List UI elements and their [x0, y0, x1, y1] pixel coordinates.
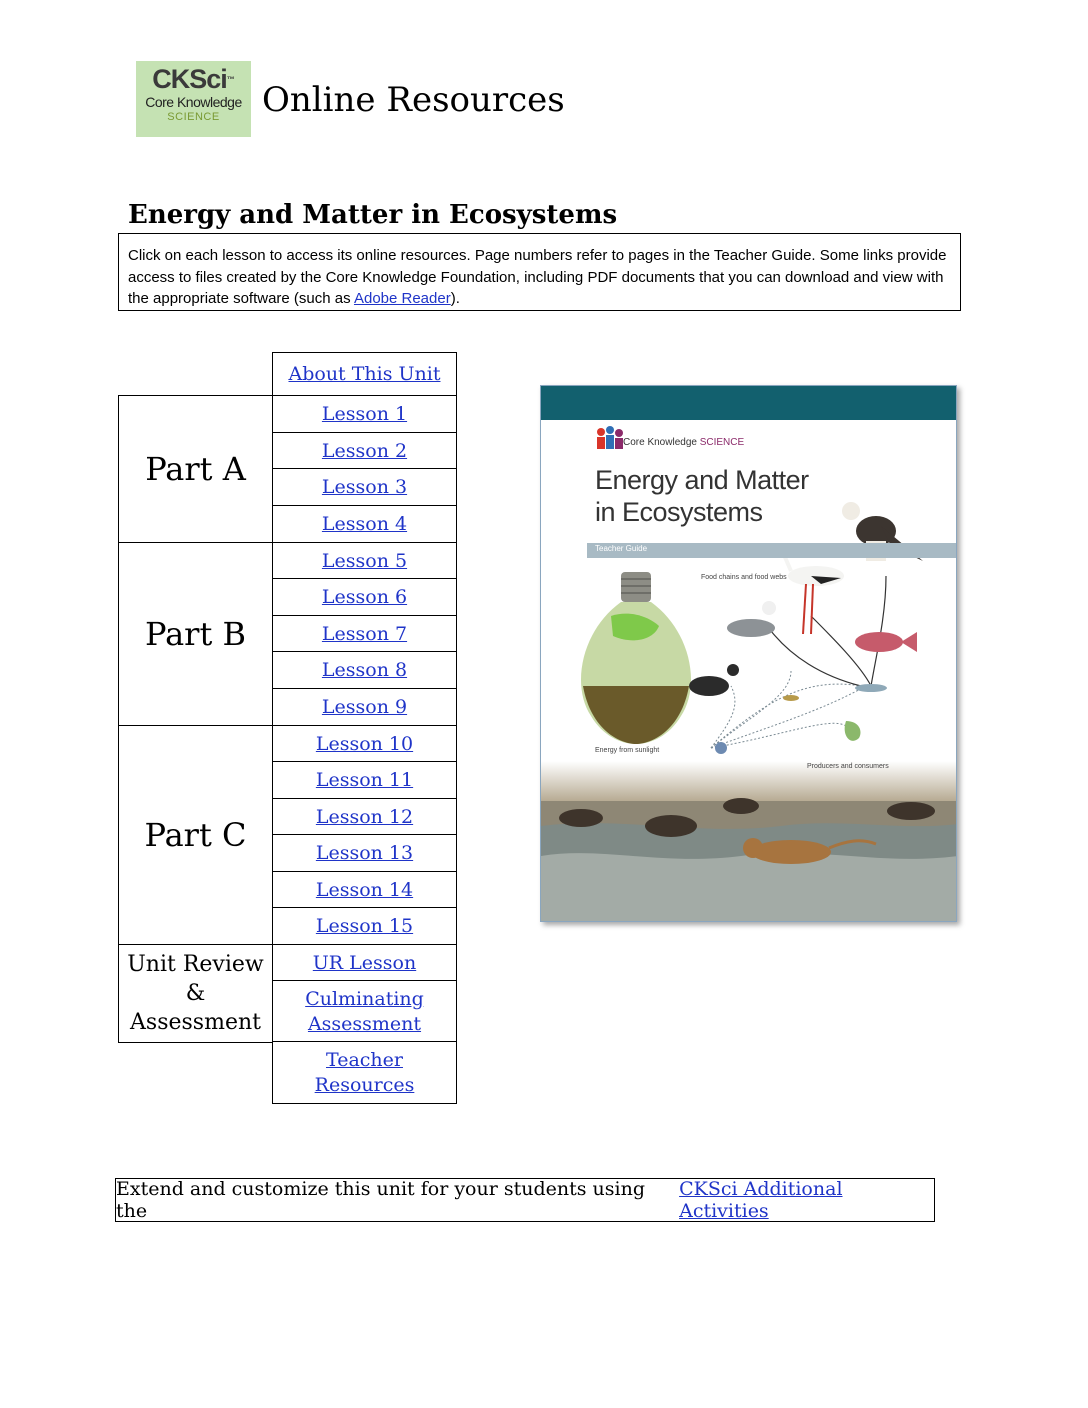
logo-line3: SCIENCE	[167, 111, 220, 123]
lesson-cell	[272, 395, 457, 433]
teacher-resources-link[interactable]: Teacher Resources	[314, 1048, 415, 1096]
lesson-cell	[272, 688, 457, 726]
ur-lesson-link[interactable]: UR Lesson	[312, 951, 417, 974]
logo-brand: CKSci™	[152, 64, 235, 94]
cover-caption-producers: Producers and consumers	[807, 763, 889, 770]
blackbird-icon	[689, 664, 739, 696]
lesson-11-link[interactable]: Lesson 11	[315, 769, 414, 791]
adobe-reader-link[interactable]: Adobe Reader	[353, 290, 451, 307]
lesson-15-link[interactable]: Lesson 15	[315, 915, 414, 937]
lesson-cell	[272, 505, 457, 543]
cover-caption-sun: Energy from sunlight	[595, 747, 660, 754]
review-line2: &	[185, 981, 206, 1006]
lesson-cell	[272, 761, 457, 799]
lesson-10-link[interactable]: Lesson 10	[315, 732, 414, 755]
part-c-label: Part C	[144, 816, 247, 854]
lesson-14-link[interactable]: Lesson 14	[315, 878, 414, 901]
plankton-icons	[715, 695, 860, 754]
intro-box	[118, 233, 961, 311]
cover-brand: Core Knowledge SCIENCE	[623, 437, 745, 448]
lesson-2-link[interactable]: Lesson 2	[321, 439, 408, 462]
logo-line2: Core Knowledge	[145, 94, 242, 110]
cover-title	[595, 464, 809, 528]
lesson-5-link[interactable]: Lesson 5	[321, 549, 408, 572]
footer-text: Extend and customize this unit for your students using the	[116, 1178, 646, 1222]
lesson-8-link[interactable]: Lesson 8	[321, 659, 408, 681]
lightbulb-terrarium-icon	[581, 572, 691, 744]
stork-icon	[781, 548, 844, 634]
gull-icon	[727, 601, 776, 637]
intro-end: ).	[450, 290, 460, 307]
lesson-cell	[272, 651, 457, 689]
part-b-label: Part B	[144, 615, 246, 653]
part-b-cell	[118, 542, 273, 726]
teacher-resources-cell	[272, 1041, 457, 1104]
lesson-cell	[272, 432, 457, 469]
food-web-solid-arrows	[771, 576, 886, 686]
lesson-13-link[interactable]: Lesson 13	[315, 842, 414, 864]
lesson-cell	[272, 615, 457, 652]
lesson-cell	[272, 468, 457, 506]
culminating-cell	[272, 980, 457, 1042]
unit-title: Energy and Matter in Ecosystems	[128, 200, 618, 230]
review-line1: Unit Review	[127, 952, 264, 977]
cover-title-line1: Energy and Matter	[595, 465, 809, 495]
lesson-cell	[272, 578, 457, 616]
lesson-7-link[interactable]: Lesson 7	[321, 622, 408, 645]
lesson-3-link[interactable]: Lesson 3	[321, 476, 408, 498]
unit-review-cell	[118, 944, 273, 1043]
cover-title-line2: in Ecosystems	[595, 497, 763, 527]
cover-caption-food: Food chains and food webs	[701, 574, 787, 581]
lesson-cell	[272, 798, 457, 835]
lesson-cell	[272, 725, 457, 762]
intro-text: Click on each lesson to access its online resources. Page numbers refer to pages in the Teacher Guide. Some links provide access to files created by the Core Knowledge Foundation, including PDF documents that you can download and view with the appropriate software (such as	[128, 247, 947, 307]
review-line3: Assessment	[130, 1010, 261, 1035]
about-unit-cell	[272, 352, 457, 396]
part-a-label: Part A	[145, 450, 246, 488]
food-web-arrows	[711, 671, 866, 748]
part-a-cell	[118, 395, 273, 543]
lesson-cell	[272, 542, 457, 579]
cksci-logo	[136, 61, 251, 137]
culminating-assessment-link[interactable]: Culminating Assessment	[305, 987, 424, 1035]
brand-figures-icon	[597, 426, 623, 449]
lesson-12-link[interactable]: Lesson 12	[315, 805, 414, 828]
lesson-cell	[272, 871, 457, 908]
lesson-4-link[interactable]: Lesson 4	[321, 513, 408, 535]
lesson-9-link[interactable]: Lesson 9	[321, 696, 408, 718]
about-unit-link[interactable]: About This Unit	[288, 363, 441, 385]
red-fish-icon	[855, 632, 917, 652]
cover-guide-label: Teacher Guide	[595, 544, 648, 553]
ur-lesson-cell	[272, 944, 457, 981]
lesson-cell	[272, 834, 457, 872]
additional-activities-box	[115, 1178, 935, 1222]
small-fish-icon	[855, 684, 887, 692]
lesson-6-link[interactable]: Lesson 6	[321, 586, 408, 608]
lesson-cell	[272, 907, 457, 945]
lesson-1-link[interactable]: Lesson 1	[321, 403, 408, 425]
page-title: Online Resources	[262, 80, 565, 120]
teacher-guide-cover	[540, 385, 957, 922]
part-c-cell	[118, 725, 273, 945]
additional-activities-link[interactable]: CKSci Additional Activities	[679, 1178, 843, 1222]
